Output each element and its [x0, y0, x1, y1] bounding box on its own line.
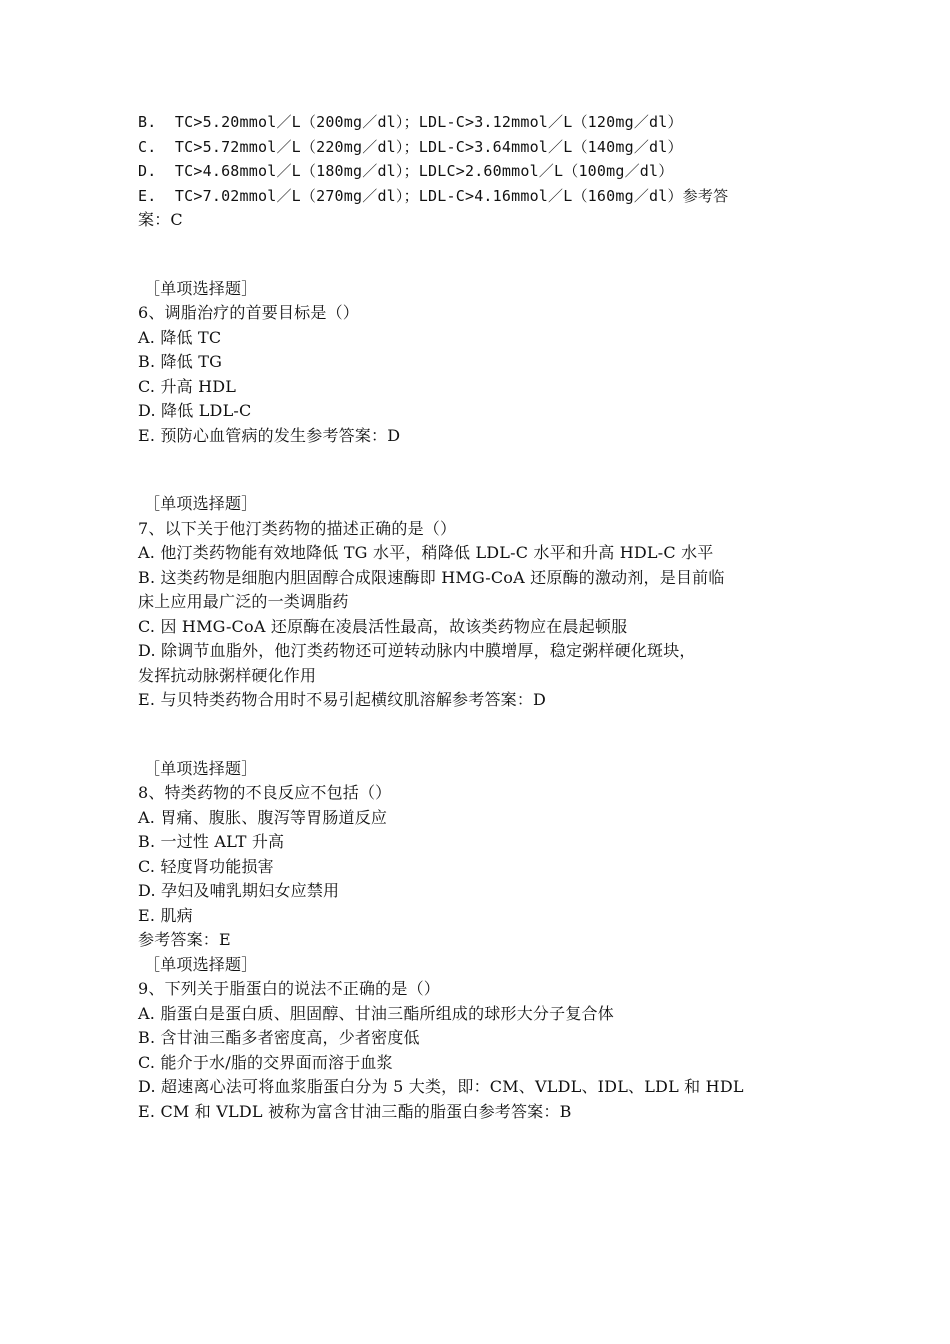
- option-b: B. 这类药物是细胞内胆固醇合成限速酶即 HMG-CoA 还原酶的激动剂，是目前临: [138, 567, 725, 587]
- question-7: [138, 492, 818, 713]
- document-body: [138, 110, 818, 1124]
- question-stem: 8、特类药物的不良反应不包括（）: [138, 783, 392, 802]
- option-b: B. 降低 TG: [138, 352, 223, 371]
- option-d: D. 孕妇及哺乳期妇女应禁用: [138, 881, 340, 900]
- question-5-tail: [138, 110, 818, 233]
- question-6: [138, 277, 818, 449]
- option-e: E. TC>7.02mmol／L（270mg／dl）；LDL-C>4.16mmol／L（160mg／dl）参考答: [138, 186, 729, 205]
- option-b-cont: 床上应用最广泛的一类调脂药: [138, 592, 349, 611]
- option-b: B. 一过性 ALT 升高: [138, 832, 285, 851]
- answer-line: 案：C: [138, 210, 183, 229]
- option-d-cont: 发挥抗动脉粥样硬化作用: [138, 665, 317, 685]
- question-type-tag: ［单项选择题］: [144, 954, 258, 974]
- option-d: D. TC>4.68mmol／L（180mg／dl）；LDLC>2.60mmol／L（100mg／dl）: [138, 162, 674, 180]
- question-stem: 6、调脂治疗的首要目标是（）: [138, 303, 359, 322]
- option-c: C. TC>5.72mmol／L（220mg／dl）；LDL-C>3.64mmol／L（140mg／dl）: [138, 137, 683, 156]
- option-a: A. 胃痛、腹胀、腹泻等胃肠道反应: [138, 807, 388, 827]
- option-c: C. 能介于水/脂的交界面而溶于血浆: [138, 1052, 393, 1072]
- option-e: E. 与贝特类药物合用时不易引起横纹肌溶解参考答案：D: [138, 690, 547, 709]
- option-d: D. 除调节血脂外，他汀类药物还可逆转动脉内中膜增厚，稳定粥样硬化斑块，: [138, 641, 696, 660]
- option-b: B. TC>5.20mmol／L（200mg／dl）；LDL-C>3.12mmol／L（120mg／dl）: [138, 113, 683, 131]
- question-type-tag: ［单项选择题］: [144, 278, 258, 298]
- question-stem: 9、下列关于脂蛋白的说法不正确的是（）: [138, 979, 440, 998]
- option-a: A. 脂蛋白是蛋白质、胆固醇、甘油三酯所组成的球形大分子复合体: [138, 1003, 614, 1023]
- option-d: D. 降低 LDL-C: [138, 401, 252, 420]
- question-type-tag: ［单项选择题］: [144, 494, 258, 513]
- question-9: [138, 953, 818, 1125]
- option-c: C. 轻度肾功能损害: [138, 856, 274, 876]
- question-type-tag: ［单项选择题］: [144, 758, 258, 778]
- option-e: E. CM 和 VLDL 被称为富含甘油三酯的脂蛋白参考答案：B: [138, 1101, 572, 1121]
- option-c: C. 升高 HDL: [138, 376, 237, 396]
- option-e: E. 预防心血管病的发生参考答案：D: [138, 425, 401, 445]
- option-b: B. 含甘油三酯多者密度高，少者密度低: [138, 1028, 420, 1047]
- option-a: A. 他汀类药物能有效地降低 TG 水平，稍降低 LDL-C 水平和升高 HDL-C 水平: [138, 543, 714, 562]
- answer-line: 参考答案：E: [138, 930, 231, 949]
- question-stem: 7、以下关于他汀类药物的描述正确的是（）: [138, 518, 457, 538]
- option-d: D. 超速离心法可将血浆脂蛋白分为 5 大类，即：CM、VLDL、IDL、LDL 和 HDL: [138, 1077, 744, 1096]
- option-a: A. 降低 TC: [138, 327, 222, 347]
- question-8: [138, 757, 818, 953]
- option-e: E. 肌病: [138, 905, 193, 925]
- option-c: C. 因 HMG-CoA 还原酶在凌晨活性最高，故该类药物应在晨起顿服: [138, 616, 628, 636]
